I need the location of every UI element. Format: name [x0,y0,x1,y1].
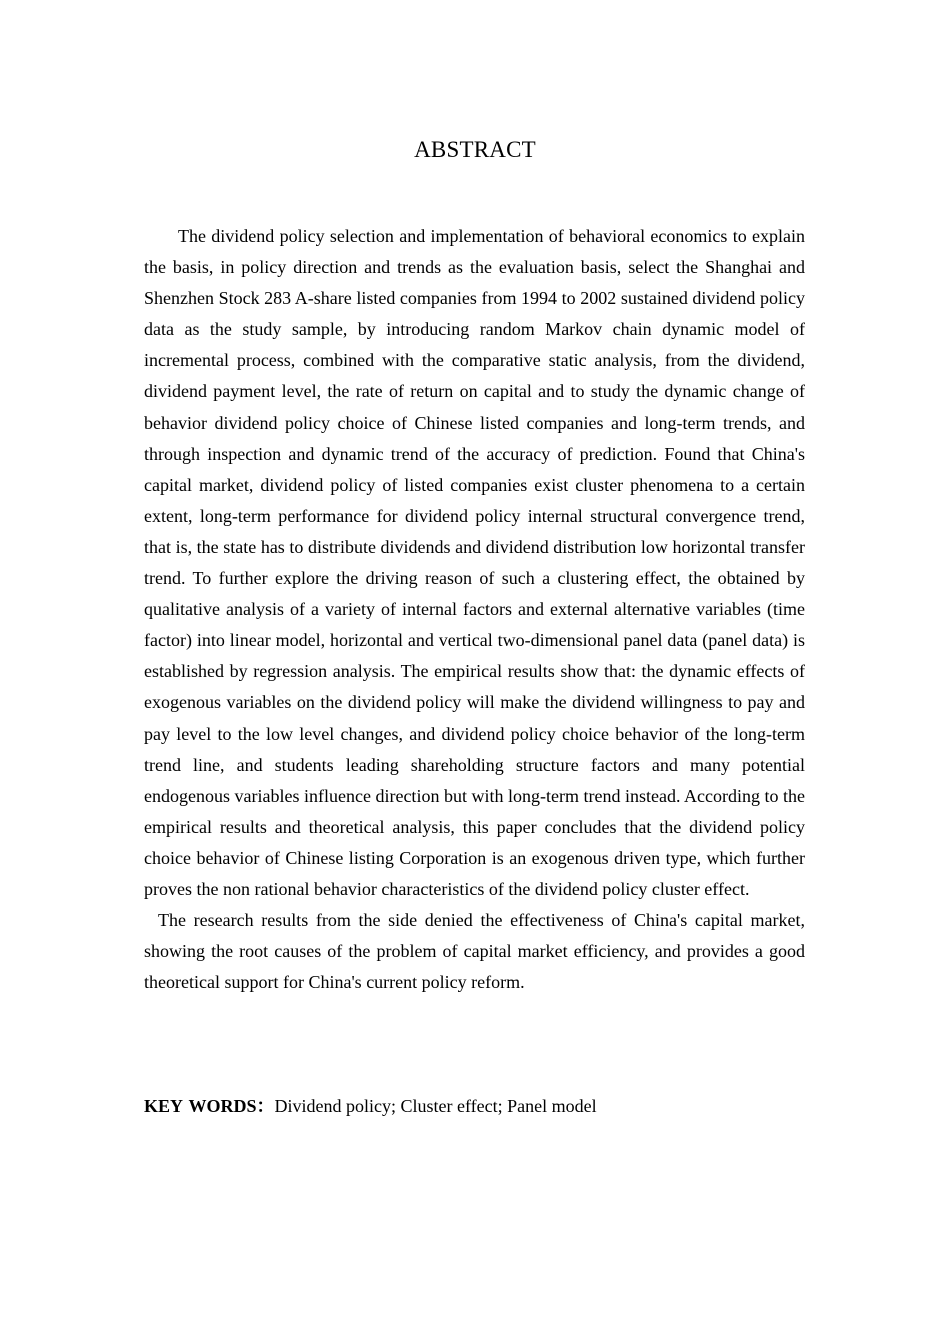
keywords-label: KEY WORDS： [144,1096,275,1116]
abstract-title: ABSTRACT [414,137,536,162]
keywords-line [144,1091,805,1122]
keywords-list: Dividend policy; Cluster effect; Panel model [274,1096,597,1116]
abstract-paragraph-2: The research results from the side denied the effectiveness of China's capital market, showing the root causes of the problem of capital market efficiency, and provides a good theoretical support for China's current policy reform. [144,910,805,993]
abstract-body [144,221,805,998]
abstract-paragraph-1: The dividend policy selection and implementation of behavioral economics to explain the basis, in policy direction and trends as the evaluation basis, select the Shanghai and Shenzhen Stock 283 A-share listed companies from 1994 to 2002 sustained dividend policy data as the study sample, by introducing random Markov chain dynamic model of incremental process, combined with the comparative static analysis, from the dividend, dividend payment level, the rate of return on capital and to study the dynamic change of behavior dividend policy choice of Chinese listed companies and long-term trends, and through inspection and dynamic trend of the accuracy of prediction. Found that China's capital market, dividend policy of listed companies exist cluster phenomena to a certain extent, long-term performance for dividend policy internal structural convergence trend, that is, the state has to distribute dividends and dividend distribution low horizontal transfer trend. To further explore the driving reason of such a clustering effect, the obtained by qualitative analysis of a variety of internal factors and external alternative variables (time factor) into linear model, horizontal and vertical two-dimensional panel data (panel data) is established by regression analysis. The empirical results show that: the dynamic effects of exogenous variables on the dividend policy will make the dividend willingness to pay and pay level to the low level changes, and dividend policy choice behavior of the long-term trend line, and students leading shareholding structure factors and many potential endogenous variables influence direction but with long-term trend instead. According to the empirical results and theoretical analysis, this paper concludes that the dividend policy choice behavior of Chinese listing Corporation is an exogenous driven type, which further proves the non rational behavior characteristics of the dividend policy cluster effect. [144,226,805,899]
